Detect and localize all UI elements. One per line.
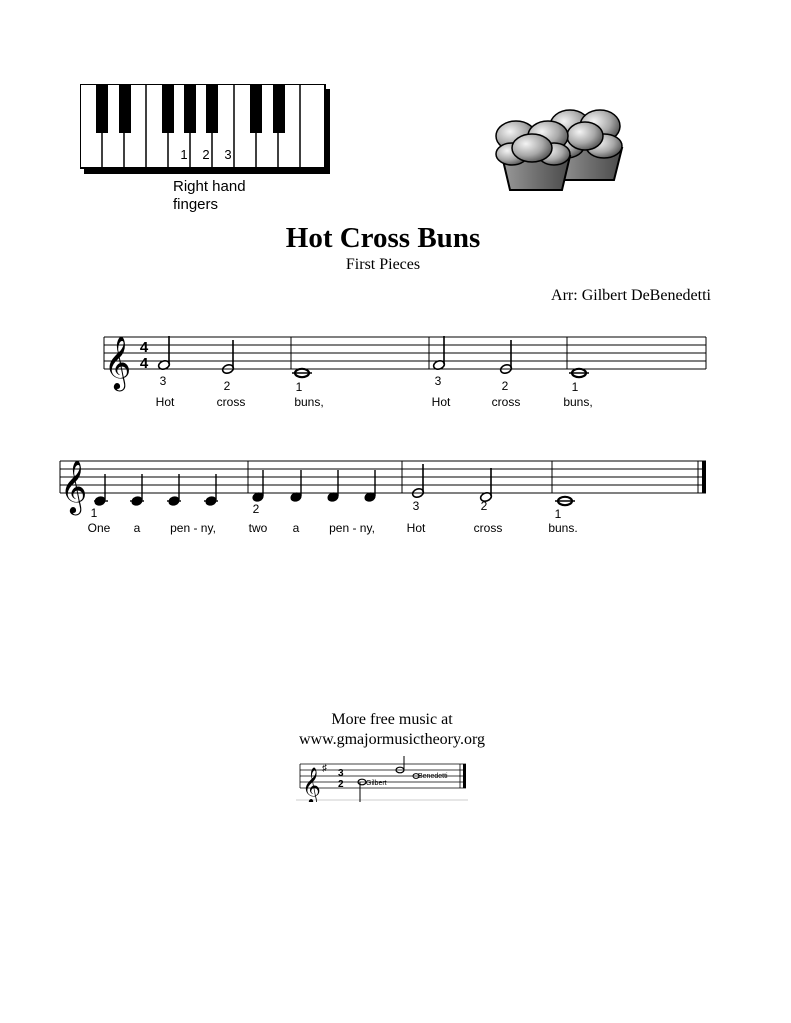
lyric: Hot (155, 395, 175, 409)
sharp-icon: ♯ (322, 763, 327, 774)
footer-logo (296, 756, 468, 802)
finger-number: 1 (180, 147, 188, 162)
caption-line: Right hand (173, 178, 246, 195)
lyric: pen - ny, (170, 521, 216, 535)
lyric: buns, (563, 395, 593, 409)
keyboard-caption (173, 178, 246, 214)
fingering: 1 (571, 380, 579, 394)
lyric: cross (216, 395, 246, 409)
fingering: 2 (223, 379, 231, 393)
finger-number: 3 (224, 147, 232, 162)
fingering: 3 (434, 374, 442, 388)
time-signature-bottom: 4 (139, 355, 149, 372)
fingering: 3 (412, 499, 420, 513)
lyric: pen - ny, (329, 521, 375, 535)
fingering: 3 (159, 374, 167, 388)
time-signature-top: 4 (139, 339, 149, 356)
lyric: a (133, 521, 141, 535)
fingering: 1 (554, 507, 562, 521)
page-subtitle: First Pieces (345, 256, 421, 273)
logo-time-sig: 2 (338, 779, 344, 790)
fingering: 1 (90, 506, 98, 520)
muffins-icon (494, 104, 628, 196)
logo-text: Benedetti (418, 773, 448, 780)
lyric: Hot (406, 521, 426, 535)
finger-number: 2 (202, 147, 210, 162)
lyric: a (292, 521, 300, 535)
lyric: buns. (548, 521, 578, 535)
fingering: 2 (252, 502, 260, 516)
music-system-2 (52, 446, 716, 546)
treble-clef-icon: 𝄞 (60, 460, 88, 512)
fingering: 2 (501, 379, 509, 393)
footer-url[interactable]: www.gmajormusictheory.org (298, 731, 486, 748)
piano-keyboard-icon (80, 84, 332, 176)
note (205, 496, 217, 507)
arranger-credit: Arr: Gilbert DeBenedetti (551, 287, 711, 304)
fingering: 1 (295, 380, 303, 394)
treble-clef-icon: 𝄞 (104, 336, 132, 388)
lyric: One (87, 521, 111, 535)
note (94, 496, 106, 507)
page-title: Hot Cross Buns (285, 222, 481, 254)
fingering: 2 (480, 499, 488, 513)
footer-text: More free music at (331, 711, 453, 728)
treble-clef-icon: 𝄞 (302, 767, 321, 802)
lyric: Hot (431, 395, 451, 409)
music-system-1 (96, 320, 716, 420)
logo-text: Gilbert (366, 780, 387, 787)
lyric: cross (491, 395, 521, 409)
caption-line: fingers (173, 196, 219, 213)
lyric: buns, (294, 395, 324, 409)
lyric: cross (473, 521, 503, 535)
note (168, 496, 180, 507)
logo-time-sig: 3 (338, 768, 344, 779)
note (131, 496, 143, 507)
lyric: two (248, 521, 268, 535)
